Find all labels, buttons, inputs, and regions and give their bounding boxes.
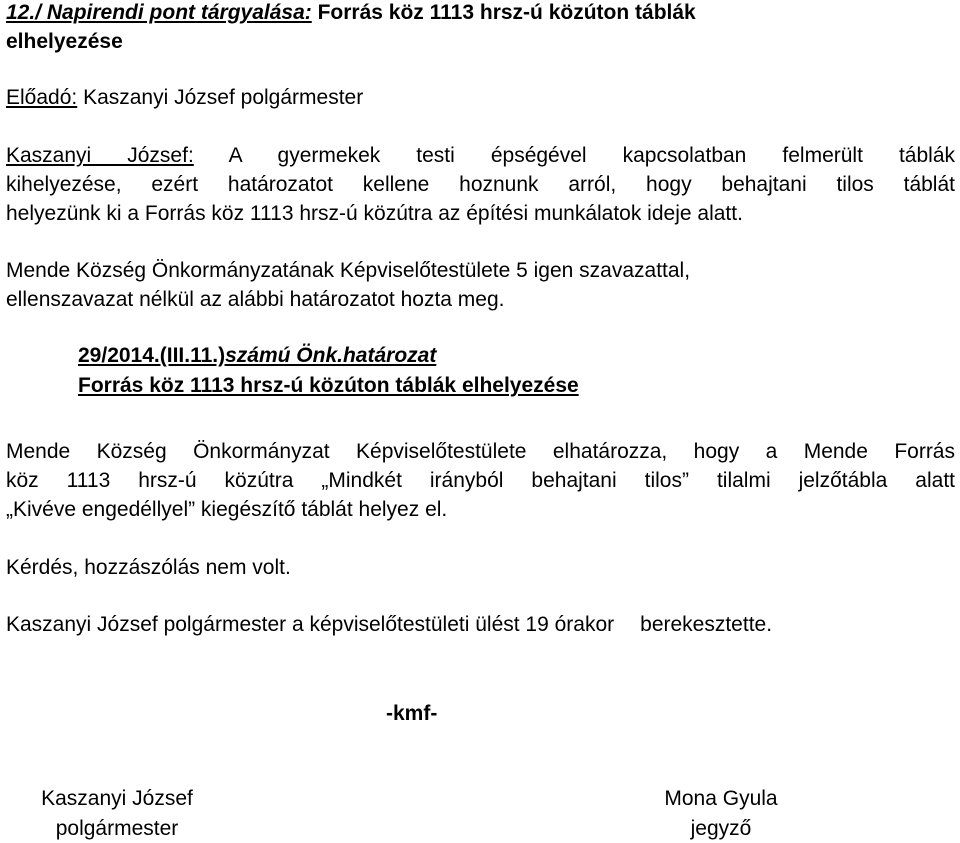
signature-right-name: Mona Gyula <box>664 787 778 810</box>
resolution-body-line3: „Kivéve engedéllyel” kiegészítő táblát helyez el. <box>6 498 448 521</box>
speech-line3: helyezünk ki a Forrás köz 1113 hrsz-ú közútra az építési munkálatok ideje alatt. <box>6 202 743 225</box>
closing-text: Kaszanyi József polgármester a képviselőtestületi ülést 19 órakor <box>6 613 615 636</box>
speech-text1: A gyermekek testi épségével kapcsolatban felmerült táblák <box>193 144 955 167</box>
resolution-title: Forrás köz 1113 hrsz-ú közúton táblák elhelyezése <box>78 374 579 397</box>
resolution-number: 29/2014.(III.11.) <box>78 344 226 367</box>
vote-line1: Mende Község Önkormányzatának Képviselőtestülete 5 igen szavazattal, <box>6 259 691 282</box>
signature-right-title: jegyző <box>690 817 752 840</box>
signature-left-name: Kaszanyi József <box>41 787 193 810</box>
resolution-suffix: számú Önk.határozat <box>225 344 437 367</box>
speech-speaker: Kaszanyi József: <box>6 144 194 167</box>
speech-line1 <box>6 143 955 169</box>
closing-end: berekesztette. <box>640 613 773 636</box>
agenda-number-label: 12./ Napirendi pont tárgyalása: <box>6 1 312 24</box>
resolution-body-line1: Mende Község Önkormányzat Képviselőtestülete elhatározza, hogy a Mende Forrás <box>6 440 955 463</box>
agenda-title: Forrás köz 1113 hrsz-ú közúton táblák <box>311 1 696 24</box>
speech-line2: kihelyezése, ezért határozatot kellene hoznunk arról, hogy behajtani tilos táblát <box>6 173 955 196</box>
kmf-mark: -kmf- <box>386 702 438 725</box>
resolution-body-line2: köz 1113 hrsz-ú közútra „Mindkét irányból behajtani tilos” tilalmi jelzőtábla alatt <box>6 469 955 492</box>
closing-line <box>6 612 772 638</box>
presenter-name: Kaszanyi József polgármester <box>77 86 364 109</box>
signature-left-title: polgármester <box>55 817 179 840</box>
questions-line: Kérdés, hozzászólás nem volt. <box>6 556 291 579</box>
resolution-number-line <box>78 343 436 369</box>
vote-line2: ellenszavazat nélkül az alábbi határozatot hozta meg. <box>6 288 505 311</box>
presenter-line <box>6 85 363 111</box>
presenter-label: Előadó: <box>6 86 78 109</box>
agenda-heading-line1 <box>6 0 696 26</box>
agenda-heading-line2: elhelyezése <box>6 30 123 53</box>
